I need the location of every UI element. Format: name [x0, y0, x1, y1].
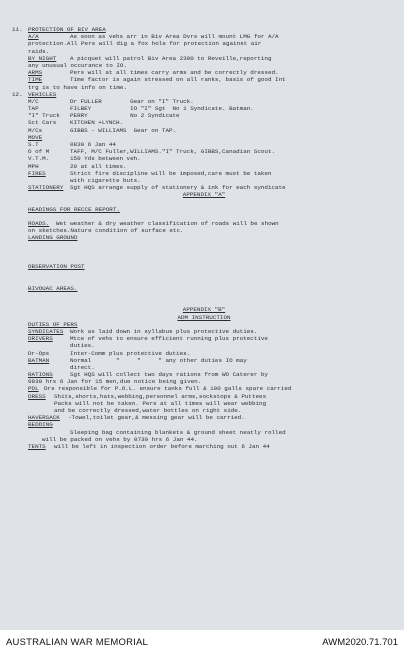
line-label: A/A — [28, 33, 39, 41]
doc-line — [12, 55, 396, 62]
line-text: Dr FULLER Gear on "I" Truck. — [70, 97, 194, 105]
bivouac-areas-heading: BIVOUAC AREAS. — [28, 284, 78, 292]
section-title: PROTECTION OF BIV AREA — [28, 26, 106, 33]
doc-line — [12, 69, 396, 76]
line-text: Mtce of vehs to ensure efficient running plus protective — [70, 335, 268, 343]
doc-line — [12, 364, 396, 371]
line-text: Time factor is again stressed on all ranks, basis of good Int — [70, 76, 286, 84]
line-text: PERRY No 2 Syndicate — [70, 112, 180, 120]
doc-line — [12, 321, 396, 328]
line-text: 150 Yds between veh. — [70, 155, 141, 163]
doc-line — [12, 436, 396, 443]
doc-line — [12, 134, 396, 141]
line-label: S.T — [28, 141, 39, 148]
line-label: O of M — [28, 148, 50, 156]
doc-line — [12, 98, 396, 105]
doc-line — [12, 148, 396, 155]
section-number: 12. — [12, 90, 23, 98]
line-text: duties. — [70, 342, 95, 350]
doc-line — [12, 385, 396, 392]
doc-line — [12, 141, 396, 148]
observation-post-heading: OBSERVATION POST — [28, 263, 85, 271]
line-text: Pers will at all times carry arms and be correctly dressed. — [70, 69, 279, 77]
line-label: Dr-Ops — [28, 349, 50, 357]
institution-name: AUSTRALIAN WAR MEMORIAL — [6, 637, 149, 648]
duties-heading: DUTIES OF PERS — [28, 320, 78, 328]
section-heading — [12, 26, 396, 33]
doc-line — [12, 421, 396, 428]
line-text: any unusual occurance to IO. — [28, 61, 127, 69]
doc-line — [12, 40, 396, 47]
line-text: Wet weather & dry weather classification of roads will be shown — [56, 220, 279, 228]
line-text: will be left in inspection order before marching out 6 Jan 44 — [54, 442, 270, 450]
doc-line — [12, 62, 396, 69]
doc-line — [12, 112, 396, 119]
line-text: 0830 hrs 6 Jan for 15 men,due notice being given. — [28, 378, 202, 386]
line-label: BATMAN — [28, 356, 50, 364]
line-text: 20 at all times. — [70, 162, 127, 170]
appendix-b-title: APPENDIX "B" — [182, 306, 226, 314]
appendix-a-subtitle-line — [12, 206, 396, 213]
doc-line — [12, 393, 396, 400]
line-text: A picquet will patrol Biv Area 2300 to Reveille,reporting — [70, 54, 272, 62]
doc-line — [12, 170, 396, 177]
line-label: STATIONERY — [28, 184, 64, 192]
appendix-a-title: APPENDIX "A" — [182, 191, 226, 199]
doc-line — [12, 76, 396, 83]
line-label: M/C — [28, 97, 39, 105]
doc-line — [12, 105, 396, 112]
line-text: raids. — [28, 47, 50, 55]
line-label: BY NIGHT — [28, 54, 57, 62]
typed-document — [12, 26, 396, 450]
doc-line — [12, 163, 396, 170]
doc-line — [12, 342, 396, 349]
doc-line — [12, 378, 396, 385]
doc-line — [12, 48, 396, 55]
appendix-a-title-line — [12, 191, 396, 198]
line-text: protection.All Pers will dig a fox hole for protection against air — [28, 40, 262, 48]
line-text: Normal " " " any other duties IO may — [70, 356, 247, 364]
doc-line — [12, 184, 396, 191]
doc-line — [12, 335, 396, 342]
line-label: TIME — [28, 76, 43, 84]
line-label: ARMS — [28, 69, 43, 77]
doc-line — [12, 177, 396, 184]
line-label: BEDDING — [28, 421, 53, 429]
line-text: on sketches.Nature condition of surface etc. — [28, 227, 184, 235]
doc-line — [12, 155, 396, 162]
doc-line — [12, 234, 396, 241]
doc-line — [12, 119, 396, 126]
line-text: Work as laid down in syllabus plus protective duties. — [70, 327, 258, 335]
line-text: As soon as vehs arr in Biv Area Dvrs will mount LMG for A/A — [70, 33, 279, 41]
line-text: Sgt HQS will collect two days rations from WO Caterer by — [70, 371, 268, 379]
section-number: 11. — [12, 26, 23, 33]
line-text: with cigarette buts. — [70, 176, 141, 184]
doc-line — [12, 33, 396, 40]
line-text: Strict fire discipline will be imposed,care must be taken — [70, 169, 272, 177]
appendix-b-subtitle: ADM INSTRUCTION — [177, 313, 231, 321]
line-text: Inter-Comm plus protective duties. — [70, 349, 191, 357]
line-label: TENTS — [28, 442, 46, 450]
doc-line — [12, 350, 396, 357]
archive-footer — [0, 630, 404, 653]
line-text: KITCHEN +LYNCH. — [70, 119, 124, 127]
line-label: SYNDICATES — [28, 327, 64, 335]
doc-line — [12, 285, 396, 292]
appendix-b-title-line — [12, 306, 396, 313]
line-label: HAVERSACK — [28, 414, 60, 422]
line-label: V.T.M. — [28, 155, 50, 163]
doc-line — [12, 328, 396, 335]
doc-line — [12, 407, 396, 414]
appendix-b-subtitle-line — [12, 314, 396, 321]
line-text: FILBEY IO "I" Sgt No 1 Syndicate. Batman. — [70, 105, 254, 113]
line-label: M/Cs — [28, 126, 43, 134]
line-label: RATIONS — [28, 371, 53, 379]
doc-line — [12, 127, 396, 134]
doc-line — [12, 357, 396, 364]
landing-ground-heading: LANDING GROUND — [28, 234, 78, 242]
line-text: direct. — [70, 363, 95, 371]
line-text: GIBBS - WILLIAMS Gear on TAP. — [70, 126, 177, 134]
section-title: VEHICLES — [28, 90, 57, 98]
line-label: Sct Cars — [28, 119, 57, 127]
doc-line — [12, 220, 396, 227]
line-text: Packs will not be taken. Pers at all times will wear webbing — [54, 399, 267, 407]
doc-line — [12, 263, 396, 270]
line-text: trg is to have info on time. — [28, 83, 127, 91]
line-label: DRIVERS — [28, 335, 53, 343]
doc-line — [12, 429, 396, 436]
doc-line — [12, 443, 396, 450]
line-label: TAP — [28, 105, 39, 113]
line-text: -Towel,toilet gear,& messing gear will be carried. — [68, 414, 245, 422]
doc-line — [12, 84, 396, 91]
line-label: DRESS — [28, 392, 46, 400]
line-label: ROADS. — [28, 220, 50, 228]
doc-line — [12, 400, 396, 407]
line-label: MPH — [28, 162, 39, 170]
doc-line — [12, 371, 396, 378]
line-text: Shits,shorts,hats,webbing,personnel arms,sockstops & Puttees — [54, 392, 267, 400]
doc-line — [12, 414, 396, 421]
section-heading — [12, 91, 396, 98]
line-text: and be correctly dressed,water bottles on right side. — [54, 407, 242, 414]
line-text: will be packed on vehs by 0730 hrs 6 Jan 44. — [42, 435, 198, 443]
appendix-a-subtitle: HEADINGS FOR RECCE REPORT. — [28, 205, 120, 213]
doc-line — [12, 227, 396, 234]
line-label: MOVE — [28, 133, 43, 141]
line-label: "I" Truck — [28, 112, 60, 120]
accession-number: AWM2020.71.701 — [322, 637, 398, 648]
line-text: Drs responsible for P.O.L. ensure tanks full & 100 galls spare carried — [44, 385, 292, 393]
line-text: Sleeping bag containing blankets & ground sheet neatly rolled — [70, 428, 286, 436]
line-text: Sgt HQS arrange supply of stationery & ink for each syndicate — [70, 184, 286, 192]
line-label: FIRES — [28, 169, 46, 177]
line-text: TAFF, M/C Fuller,WILLIAMS."I" Truck, GIBBS,Canadian Scout. — [70, 148, 276, 156]
line-text: 0830 6 Jan 44 — [70, 141, 116, 148]
line-label: POL — [28, 385, 39, 393]
